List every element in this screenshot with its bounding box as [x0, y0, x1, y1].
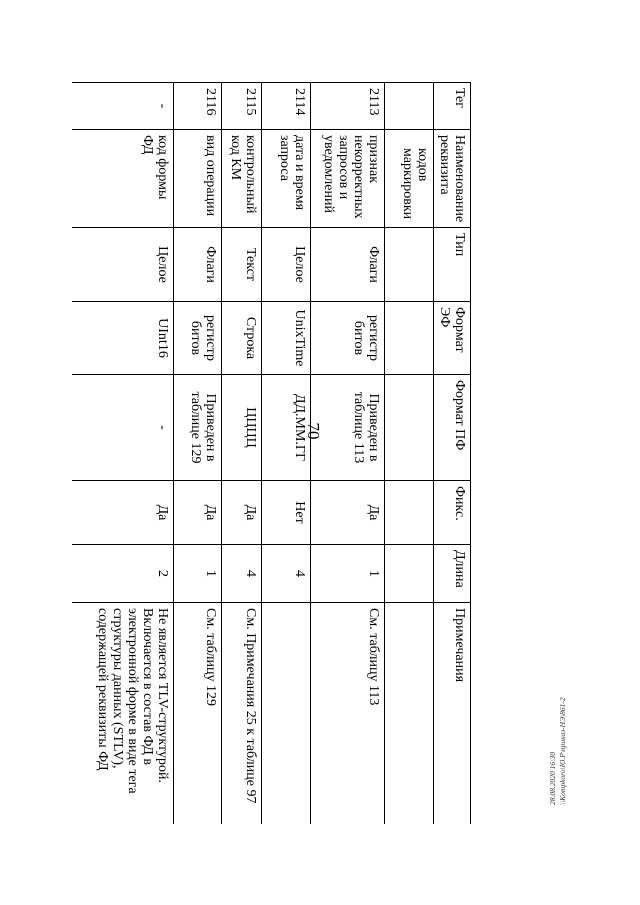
cell-fixed: Да: [311, 481, 385, 545]
header-format-pf: Формат ПФ: [434, 375, 471, 481]
cell-length: 1: [311, 545, 385, 603]
cell-type: Целое: [262, 228, 311, 302]
cell-format-pf: Приведен в таблице 113: [311, 375, 385, 481]
cell-format-ef: UInt16: [72, 302, 174, 375]
cell-fixed: Да: [222, 481, 262, 545]
table-row: [222, 83, 262, 825]
cell-fixed: Нет: [262, 481, 311, 545]
cell-format-pf: ДД.ММ.ГГ: [262, 375, 311, 481]
cell-length: 4: [222, 545, 262, 603]
cell-notes: См. таблицу 129: [174, 603, 222, 825]
cell-length: 1: [174, 545, 222, 603]
header-length: Длина: [434, 545, 471, 603]
header-fixed: Фикс.: [434, 481, 471, 545]
cell-tag: 2116: [174, 83, 222, 130]
header-format-ef: Формат ЭФ: [434, 302, 471, 375]
cell-notes: [385, 603, 434, 825]
cell-name: контрольный код КМ: [222, 130, 262, 228]
cell-type: Целое: [72, 228, 174, 302]
cell-notes: [262, 603, 311, 825]
cell-format-ef: регистр битов: [174, 302, 222, 375]
cell-fixed: Да: [174, 481, 222, 545]
cell-name: дата и время запроса: [262, 130, 311, 228]
cell-tag: 2113: [311, 83, 385, 130]
cell-length: [385, 545, 434, 603]
cell-length: 4: [262, 545, 311, 603]
cell-format-ef: UnixTime: [262, 302, 311, 375]
cell-name: код формы ФД: [72, 130, 174, 228]
cell-name: вид операции: [174, 130, 222, 228]
table-row: [262, 83, 311, 825]
cell-format-pf: Приведен в таблице 129: [174, 375, 222, 481]
cell-tag: 2115: [222, 83, 262, 130]
page-number: 70: [304, 422, 323, 440]
stamp-path: \\Kompkoro\Ю.Р\приказ-НЭ\861-2: [558, 697, 567, 805]
header-tag: Тег: [434, 83, 471, 130]
header-row: [434, 83, 471, 825]
cell-format-ef: регистр битов: [311, 302, 385, 375]
table-row: [174, 83, 222, 825]
table-container: [72, 82, 471, 824]
table-row: [72, 83, 174, 825]
cell-notes: См. таблицу 113: [311, 603, 385, 825]
cell-notes: Не является TLV-структурой. Включается в состав ФД в электронной форме в виде тега структуры данных (STLV), содержащей реквизиты ФД: [72, 603, 174, 825]
cell-notes: См. Примечания 25 к таблице 97: [222, 603, 262, 825]
cell-name: признак некорректных запросов и уведомлений: [311, 130, 385, 228]
cell-type: Флаги: [174, 228, 222, 302]
cell-tag: [385, 83, 434, 130]
header-type: Тип: [434, 228, 471, 302]
cell-format-pf: ЦЦЦЦ: [222, 375, 262, 481]
cell-format-ef: Строка: [222, 302, 262, 375]
cell-fixed: Да: [72, 481, 174, 545]
cell-fixed: [385, 481, 434, 545]
header-name: Наименование реквизита: [434, 130, 471, 228]
cell-tag: 2114: [262, 83, 311, 130]
cell-format-pf: [385, 375, 434, 481]
cell-type: [385, 228, 434, 302]
stamp-date: 28.08.2020 16:30: [548, 751, 557, 805]
cell-length: 2: [72, 545, 174, 603]
cell-name: кодов маркировки: [385, 130, 434, 228]
cell-type: Флаги: [311, 228, 385, 302]
file-stamp: [548, 697, 568, 805]
cell-tag: -: [72, 83, 174, 130]
cell-type: Текст: [222, 228, 262, 302]
cell-format-pf: -: [72, 375, 174, 481]
requisites-table: [72, 82, 471, 824]
table-row: [311, 83, 385, 825]
cell-format-ef: [385, 302, 434, 375]
header-notes: Примечания: [434, 603, 471, 825]
table-row: [385, 83, 434, 825]
